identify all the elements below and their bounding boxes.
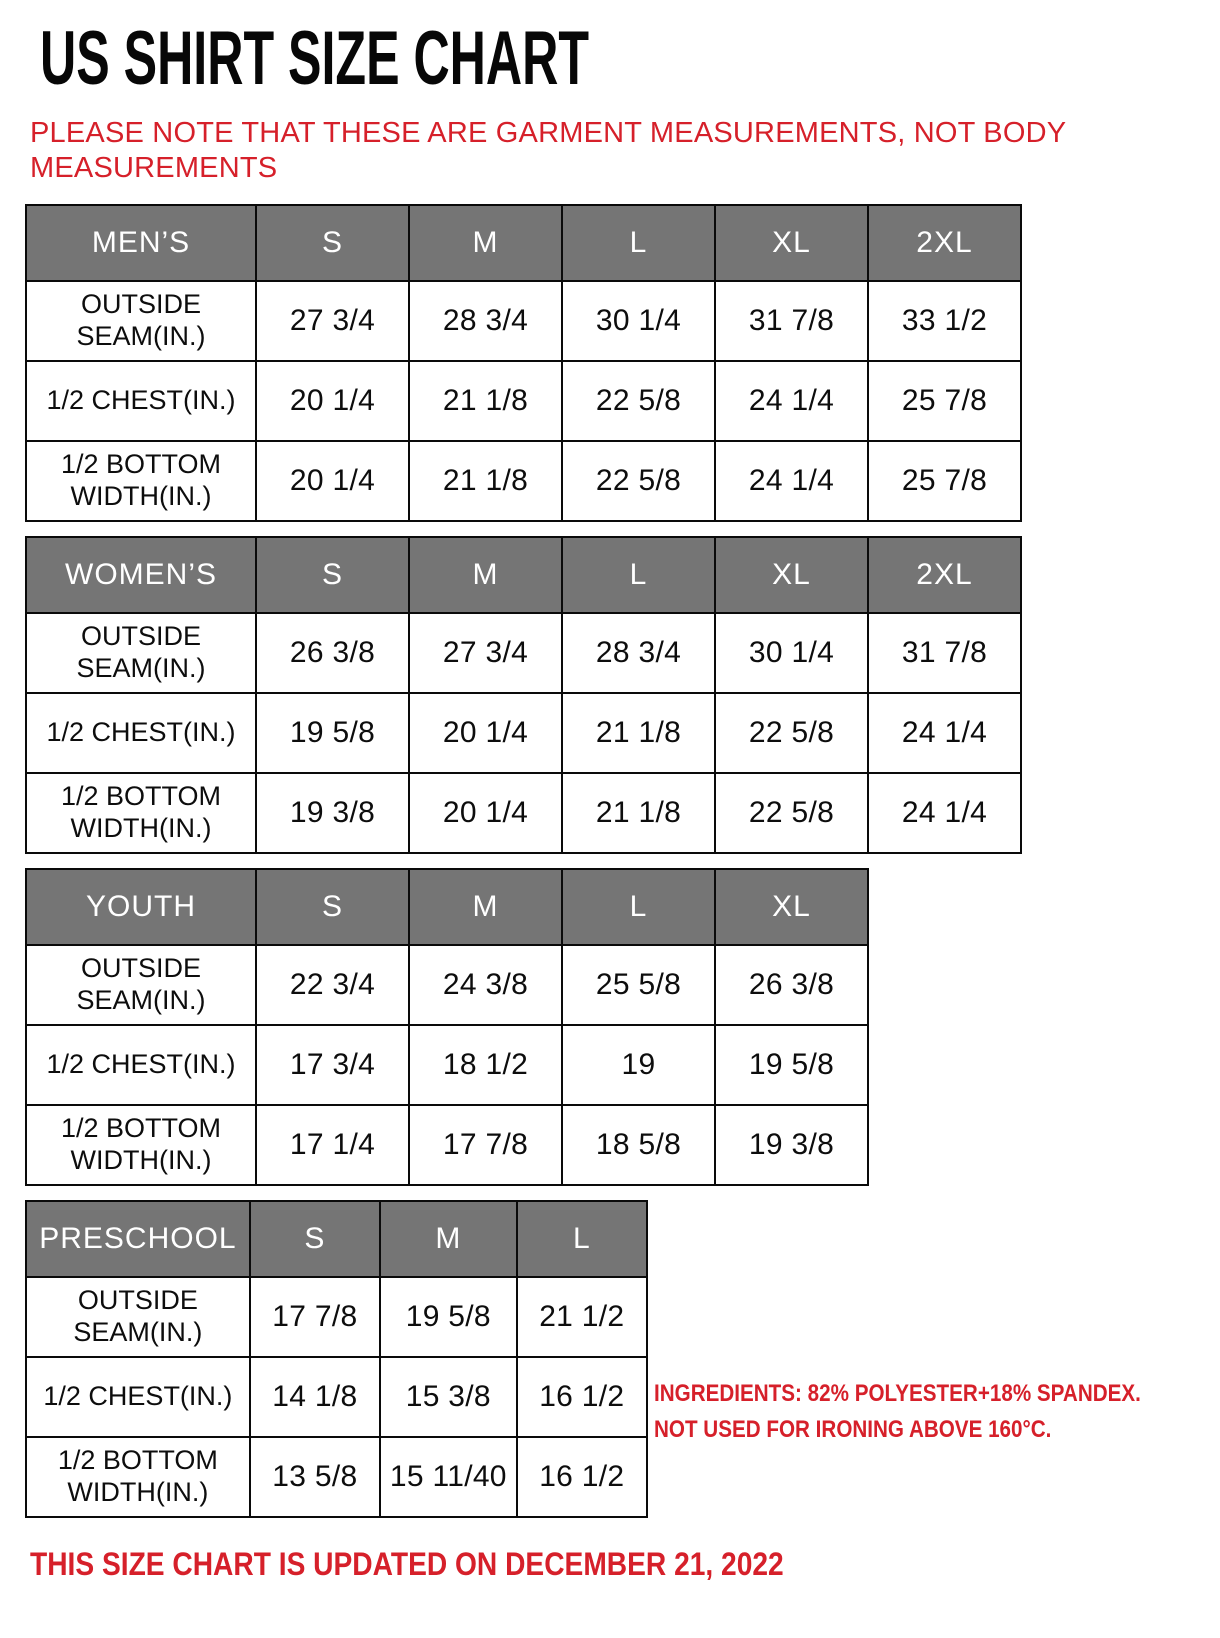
preschool-size-table (25, 1200, 648, 1518)
size-column-header: M (409, 205, 562, 281)
measurement-label: 1/2 CHEST(IN.) (26, 1357, 250, 1437)
measurement-value: 18 1/2 (409, 1025, 562, 1105)
measurement-value: 21 1/8 (409, 361, 562, 441)
size-chart-page (0, 16, 1220, 1583)
measurement-value: 19 5/8 (380, 1277, 517, 1357)
size-header-row (26, 1201, 647, 1277)
measurement-row (26, 441, 1021, 521)
size-column-header: L (562, 537, 715, 613)
measurement-value: 21 1/8 (562, 773, 715, 853)
measurement-value: 22 3/4 (256, 945, 409, 1025)
measurement-value: 21 1/2 (517, 1277, 647, 1357)
measurement-label: 1/2 CHEST(IN.) (26, 693, 256, 773)
measurement-value: 16 1/2 (517, 1357, 647, 1437)
measurement-value: 20 1/4 (409, 773, 562, 853)
measurement-value: 20 1/4 (409, 693, 562, 773)
garment-note-line-2: MEASUREMENTS (30, 151, 278, 184)
measurement-value: 30 1/4 (562, 281, 715, 361)
size-column-header: S (250, 1201, 380, 1277)
measurement-row (26, 361, 1021, 441)
measurement-value: 28 3/4 (562, 613, 715, 693)
measurement-value: 28 3/4 (409, 281, 562, 361)
measurement-value: 13 5/8 (250, 1437, 380, 1517)
measurement-value: 27 3/4 (409, 613, 562, 693)
measurement-value: 20 1/4 (256, 361, 409, 441)
measurement-label: OUTSIDE SEAM(IN.) (26, 613, 256, 693)
garment-measurement-note (30, 116, 1220, 186)
measurement-label: 1/2 BOTTOM WIDTH(IN.) (26, 1105, 256, 1185)
ingredients-line-1: INGREDIENTS: 82% POLYESTER+18% SPANDEX. (653, 1379, 1141, 1407)
measurement-value: 31 7/8 (868, 613, 1021, 693)
measurement-value: 26 3/8 (256, 613, 409, 693)
measurement-value: 25 7/8 (868, 361, 1021, 441)
size-column-header: 2XL (868, 205, 1021, 281)
measurement-value: 16 1/2 (517, 1437, 647, 1517)
preschool-section (0, 1186, 1220, 1518)
measurement-value: 19 5/8 (256, 693, 409, 773)
measurement-row (26, 1437, 647, 1517)
measurement-label: 1/2 BOTTOM WIDTH(IN.) (26, 773, 256, 853)
table-group-header: WOMEN’S (26, 537, 256, 613)
measurement-row (26, 613, 1021, 693)
measurement-value: 17 7/8 (250, 1277, 380, 1357)
size-column-header: XL (715, 537, 868, 613)
measurement-value: 24 1/4 (868, 693, 1021, 773)
size-column-header: L (562, 869, 715, 945)
size-column-header: M (409, 537, 562, 613)
measurement-value: 24 1/4 (715, 441, 868, 521)
youth-size-table (25, 868, 869, 1186)
measurement-value: 17 3/4 (256, 1025, 409, 1105)
measurement-value: 19 5/8 (715, 1025, 868, 1105)
measurement-value: 17 7/8 (409, 1105, 562, 1185)
measurement-value: 15 3/8 (380, 1357, 517, 1437)
measurement-value: 24 3/8 (409, 945, 562, 1025)
measurement-row (26, 773, 1021, 853)
size-column-header: M (409, 869, 562, 945)
size-column-header: L (562, 205, 715, 281)
measurement-row (26, 945, 868, 1025)
measurement-value: 19 3/8 (715, 1105, 868, 1185)
womens-size-table (25, 536, 1022, 854)
page-title: US SHIRT SIZE CHART (40, 16, 589, 101)
table-group-header: YOUTH (26, 869, 256, 945)
measurement-value: 22 5/8 (562, 441, 715, 521)
measurement-row (26, 1357, 647, 1437)
measurement-value: 22 5/8 (715, 693, 868, 773)
measurement-row (26, 281, 1021, 361)
measurement-row (26, 1277, 647, 1357)
garment-note-line-1: PLEASE NOTE THAT THESE ARE GARMENT MEASUREMENTS, NOT BODY (30, 116, 1067, 149)
size-header-row (26, 869, 868, 945)
measurement-value: 21 1/8 (562, 693, 715, 773)
measurement-label: OUTSIDE SEAM(IN.) (26, 945, 256, 1025)
measurement-value: 19 (562, 1025, 715, 1105)
measurement-row (26, 1105, 868, 1185)
measurement-value: 30 1/4 (715, 613, 868, 693)
measurement-value: 24 1/4 (715, 361, 868, 441)
measurement-value: 20 1/4 (256, 441, 409, 521)
measurement-label: 1/2 BOTTOM WIDTH(IN.) (26, 1437, 250, 1517)
size-column-header: XL (715, 869, 868, 945)
measurement-row (26, 693, 1021, 773)
measurement-value: 26 3/8 (715, 945, 868, 1025)
update-date-note: THIS SIZE CHART IS UPDATED ON DECEMBER 21, 2022 (30, 1545, 784, 1582)
measurement-row (26, 1025, 868, 1105)
measurement-label: 1/2 CHEST(IN.) (26, 361, 256, 441)
size-header-row (26, 537, 1021, 613)
measurement-value: 33 1/2 (868, 281, 1021, 361)
measurement-value: 19 3/8 (256, 773, 409, 853)
measurement-label: 1/2 BOTTOM WIDTH(IN.) (26, 441, 256, 521)
measurement-value: 17 1/4 (256, 1105, 409, 1185)
ingredients-line-2: NOT USED FOR IRONING ABOVE 160°C. (653, 1415, 1052, 1443)
measurement-value: 22 5/8 (562, 361, 715, 441)
size-column-header: M (380, 1201, 517, 1277)
size-header-row (26, 205, 1021, 281)
measurement-value: 27 3/4 (256, 281, 409, 361)
table-group-header: PRESCHOOL (26, 1201, 250, 1277)
measurement-label: OUTSIDE SEAM(IN.) (26, 1277, 250, 1357)
measurement-value: 25 7/8 (868, 441, 1021, 521)
size-column-header: L (517, 1201, 647, 1277)
measurement-label: 1/2 CHEST(IN.) (26, 1025, 256, 1105)
size-column-header: S (256, 537, 409, 613)
ingredients-note (654, 1376, 1141, 1448)
size-column-header: 2XL (868, 537, 1021, 613)
mens-size-table (25, 204, 1022, 522)
measurement-value: 14 1/8 (250, 1357, 380, 1437)
measurement-value: 24 1/4 (868, 773, 1021, 853)
measurement-label: OUTSIDE SEAM(IN.) (26, 281, 256, 361)
measurement-value: 31 7/8 (715, 281, 868, 361)
size-column-header: S (256, 869, 409, 945)
measurement-value: 22 5/8 (715, 773, 868, 853)
measurement-value: 21 1/8 (409, 441, 562, 521)
table-group-header: MEN’S (26, 205, 256, 281)
measurement-value: 15 11/40 (380, 1437, 517, 1517)
size-column-header: S (256, 205, 409, 281)
measurement-value: 25 5/8 (562, 945, 715, 1025)
measurement-value: 18 5/8 (562, 1105, 715, 1185)
size-column-header: XL (715, 205, 868, 281)
